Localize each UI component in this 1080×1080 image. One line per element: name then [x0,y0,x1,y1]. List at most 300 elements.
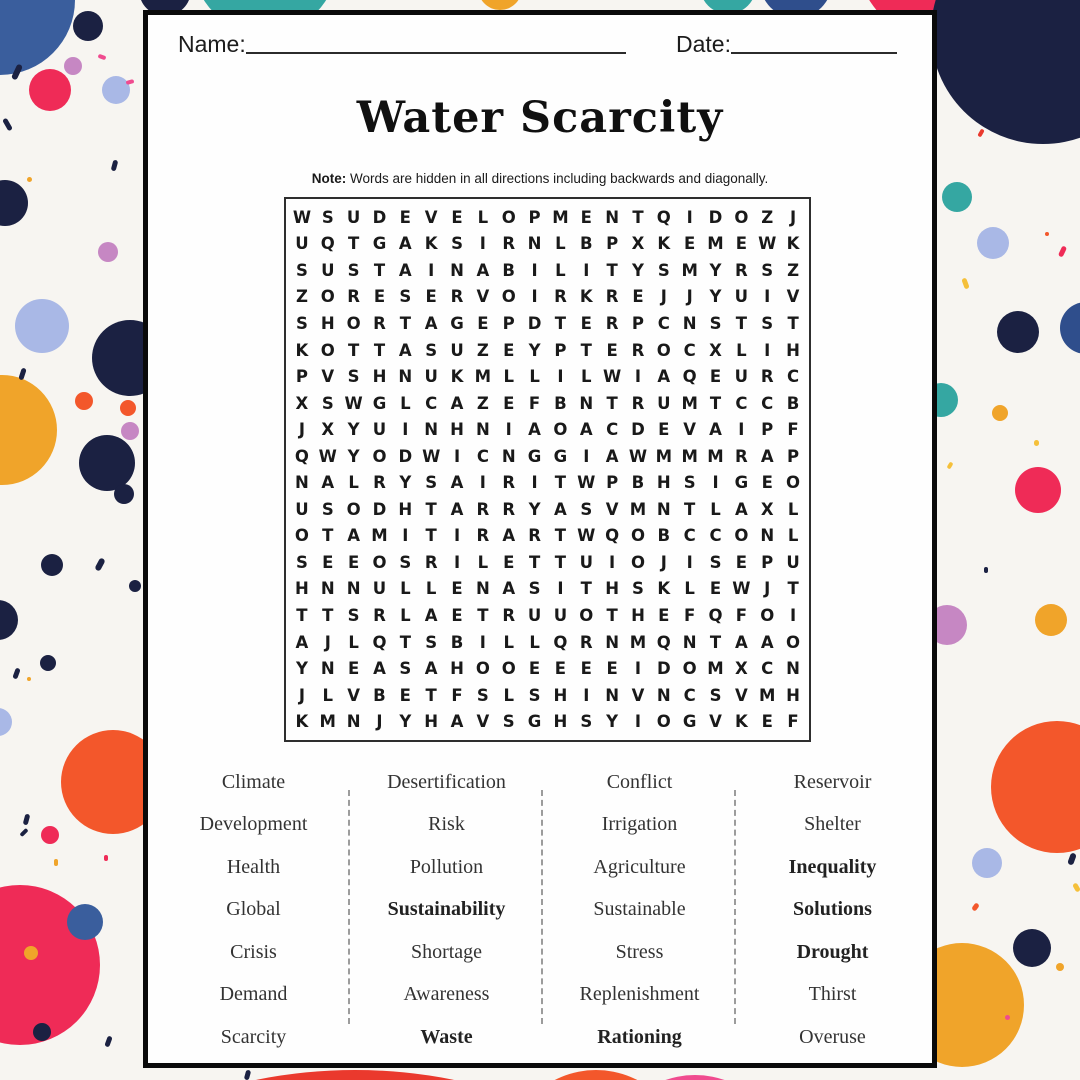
grid-letter: S [399,287,412,307]
grid-letter: U [372,579,387,599]
grid-letter: D [372,499,387,519]
grid-letter: V [476,287,490,307]
grid-letter: N [475,579,490,599]
grid-letter: P [606,473,619,493]
grid-letter: Y [295,659,308,679]
grid-letter: I [428,260,435,280]
word-list-item: Crisis [230,940,277,963]
grid-letter: V [321,367,335,387]
confetti-dot [997,311,1039,353]
grid-letter: Y [709,287,722,307]
grid-letter: T [477,606,489,626]
grid-letter: O [734,526,749,546]
grid-letter: Q [553,632,568,652]
grid-letter: Y [347,446,360,466]
confetti-dash [1058,245,1067,257]
grid-letter: S [683,473,696,493]
confetti-dot [67,904,103,940]
grid-letter: L [348,632,359,652]
grid-letter: C [761,393,774,413]
grid-letter: E [451,207,463,227]
grid-letter: N [346,579,361,599]
grid-letter: M [681,260,698,280]
grid-letter: M [371,526,388,546]
grid-letter: R [528,526,541,546]
confetti-dot [29,69,71,111]
grid-letter: O [553,420,568,440]
grid-letter: I [453,526,461,546]
grid-letter: Q [605,526,620,546]
grid-letter: E [425,287,437,307]
word-list-item: Reservoir [793,770,872,793]
grid-letter: L [555,234,566,254]
grid-letter: K [657,579,671,599]
grid-letter: K [450,367,464,387]
confetti-dash [961,277,969,289]
grid-letter: T [554,313,567,333]
grid-letter: B [373,685,386,705]
worksheet-page [143,10,937,1068]
grid-letter: S [761,313,774,333]
grid-letter: E [503,393,515,413]
grid-letter: V [605,499,619,519]
grid-letter: R [502,499,516,519]
confetti-dash [126,79,135,85]
grid-letter: V [424,207,438,227]
grid-letter: R [605,313,619,333]
grid-letter: R [554,287,567,307]
grid-letter: L [787,499,799,519]
grid-letter: W [292,207,312,227]
grid-letter: E [606,659,618,679]
confetti-dot [73,11,103,41]
confetti-dot [114,484,134,504]
grid-letter: M [681,393,698,413]
grid-letter: I [738,420,745,440]
grid-letter: S [580,499,593,519]
confetti-dot [15,299,69,353]
grid-letter: S [425,340,438,360]
grid-letter: T [580,579,592,599]
grid-letter: Q [708,606,723,626]
grid-letter: T [787,313,799,333]
grid-letter: T [347,340,360,360]
grid-letter: B [657,526,671,546]
grid-letter: A [709,420,722,440]
grid-letter: J [790,207,797,227]
note-text [148,171,932,186]
grid-letter: P [502,313,515,333]
grid-letter: U [579,552,593,572]
grid-letter: N [760,526,775,546]
grid-letter: W [318,446,337,466]
confetti-dot [129,580,141,592]
grid-letter: A [605,446,619,466]
grid-letter: T [787,579,799,599]
grid-letter: O [501,287,516,307]
grid-letter: G [682,712,697,732]
grid-letter: O [320,340,335,360]
grid-letter: M [319,712,336,732]
grid-letter: I [583,685,590,705]
grid-letter: N [605,632,620,652]
grid-letter: A [450,499,464,519]
confetti-dash [94,557,105,571]
word-list-item: Drought [796,940,869,963]
grid-letter: U [295,234,309,254]
grid-letter: H [398,499,413,519]
grid-letter: B [786,393,800,413]
confetti-dot [0,180,28,226]
grid-letter: P [554,340,567,360]
word-list [157,761,929,1059]
confetti-dash [18,368,26,381]
grid-letter: W [628,446,648,466]
word-list-item: Pollution [409,855,484,878]
confetti-dash [1072,882,1080,892]
grid-letter: C [606,420,619,440]
confetti-dash [971,902,980,911]
grid-letter: O [579,606,594,626]
grid-letter: R [605,287,619,307]
grid-letter: O [501,659,516,679]
grid-letter: E [761,712,773,732]
confetti-dot [931,0,1080,144]
grid-letter: C [683,685,696,705]
grid-letter: Z [295,287,308,307]
grid-letter: L [503,632,514,652]
grid-letter: E [347,659,360,679]
grid-letter: A [424,659,438,679]
confetti-dash [244,1070,251,1080]
grid-letter: U [734,367,749,387]
confetti-dash [12,667,20,679]
grid-letter: S [347,606,360,626]
date-label: Date: [676,31,731,57]
grid-letter: A [528,420,541,440]
confetti-dot [0,600,18,640]
grid-letter: Q [294,446,309,466]
confetti-dot [79,435,135,491]
grid-letter: T [554,473,567,493]
grid-letter: B [554,393,567,413]
grid-letter: T [632,207,644,227]
grid-letter: V [709,712,722,732]
word-list-item: Overuse [799,1025,866,1048]
confetti-dot [942,182,972,212]
grid-letter: O [786,473,801,493]
grid-letter: R [579,632,593,652]
confetti-dash [1067,852,1077,865]
grid-letter: H [786,340,800,360]
grid-letter: L [348,473,359,493]
grid-letter: L [581,367,592,387]
grid-letter: D [708,207,723,227]
grid-letter: X [321,420,335,440]
confetti-dot [972,848,1002,878]
grid-letter: J [764,579,771,599]
grid-letter: H [450,659,464,679]
grid-letter: R [373,606,386,626]
confetti-dash [27,677,31,681]
grid-letter: E [477,313,489,333]
confetti-dot [41,826,59,844]
word-list-item: Shortage [410,940,483,963]
grid-letter: E [503,340,515,360]
grid-letter: P [606,234,619,254]
grid-letter: R [760,367,774,387]
confetti-dash [19,828,28,837]
grid-letter: Y [347,420,360,440]
grid-letter: T [554,526,567,546]
grid-letter: Q [682,367,697,387]
grid-letter: I [479,632,486,652]
note-body: Words are hidden in all directions including backwards and diagonally. [346,171,769,186]
name-input-line[interactable] [246,52,626,54]
grid-letter: X [295,393,309,413]
confetti-dash [104,1035,112,1047]
grid-letter: E [580,659,592,679]
grid-letter: W [603,367,622,387]
grid-letter: C [683,526,696,546]
grid-letter: X [709,340,722,360]
grid-letter: E [658,420,670,440]
confetti-dash [27,177,32,182]
grid-letter: T [399,313,411,333]
grid-letter: N [450,260,464,280]
grid-letter: S [580,712,593,732]
grid-letter: L [684,579,695,599]
confetti-dot [1060,302,1080,354]
grid-letter: I [764,340,771,360]
grid-letter: N [579,393,594,413]
grid-letter: K [295,712,309,732]
grid-letter: T [373,340,386,360]
grid-letter: N [424,420,439,440]
grid-letter: H [320,313,335,333]
confetti-dot [478,0,522,10]
grid-letter: L [400,393,411,413]
grid-letter: W [577,526,596,546]
grid-letter: Y [399,712,412,732]
grid-letter: O [320,287,335,307]
grid-letter: A [373,659,386,679]
grid-letter: A [424,313,438,333]
grid-letter: S [709,313,722,333]
grid-letter: I [634,712,642,732]
grid-letter: N [786,659,800,679]
grid-letter: Z [476,393,489,413]
grid-letter: N [605,685,620,705]
grid-letter: I [634,659,642,679]
grid-letter: K [579,287,593,307]
grid-letter: S [399,552,412,572]
grid-letter: E [632,287,644,307]
grid-letter: N [656,499,671,519]
grid-letter: H [450,420,464,440]
grid-letter: X [631,234,645,254]
word-list-item: Irrigation [601,813,678,836]
confetti-dot [41,554,63,576]
word-list-item: Conflict [606,770,673,793]
word-list-item: Risk [428,813,465,836]
grid-letter: S [528,579,541,599]
confetti-dash [23,814,31,826]
grid-letter: F [684,606,696,626]
grid-letter: Q [656,207,671,227]
grid-letter: G [450,313,464,333]
grid-letter: S [425,473,438,493]
grid-letter: T [347,234,360,254]
grid-letter: E [399,207,411,227]
grid-letter: O [475,659,490,679]
word-list-item: Inequality [788,855,877,878]
grid-letter: S [657,260,670,280]
grid-letter: G [527,446,542,466]
grid-letter: L [400,579,411,599]
grid-letter: N [320,659,335,679]
grid-letter: H [553,685,568,705]
grid-letter: G [372,393,387,413]
confetti-dash [98,54,107,60]
grid-letter: O [346,313,361,333]
grid-letter: M [707,234,724,254]
grid-letter: U [346,207,361,227]
confetti-dot [977,227,1009,259]
grid-letter: J [298,420,305,440]
confetti-dash [2,118,13,132]
grid-letter: N [605,207,620,227]
grid-letter: V [734,685,748,705]
word-list-item: Global [226,898,281,921]
grid-letter: U [786,552,800,572]
confetti-dot [120,400,136,416]
word-list-item: Waste [420,1025,473,1048]
grid-letter: J [298,685,305,705]
grid-letter: V [347,685,360,705]
grid-letter: T [425,526,437,546]
grid-letter: T [554,552,567,572]
grid-letter: Q [320,234,335,254]
grid-letter: S [295,552,308,572]
grid-letter: M [629,632,647,652]
grid-letter: O [372,552,387,572]
confetti-dash [947,461,954,469]
grid-letter: A [450,473,464,493]
grid-letter: E [709,367,722,387]
confetti-dot [0,1070,855,1080]
grid-letter: N [295,473,309,493]
grid-letter: R [424,552,438,572]
grid-letter: K [424,234,438,254]
grid-letter: R [735,446,748,466]
grid-letter: I [402,526,409,546]
grid-letter: S [476,685,489,705]
grid-letter: S [321,207,334,227]
grid-letter: P [761,420,774,440]
grid-letter: I [557,367,564,387]
grid-letter: K [786,234,800,254]
grid-letter: R [450,287,464,307]
grid-letter: A [476,260,490,280]
grid-letter: P [631,313,645,333]
grid-letter: N [398,367,413,387]
grid-letter: U [372,420,387,440]
grid-letter: I [402,420,409,440]
grid-letter: L [425,579,437,599]
grid-letter: S [295,313,308,333]
grid-letter: E [347,552,360,572]
grid-letter: C [683,340,696,360]
grid-letter: U [657,393,671,413]
word-list-item: Sustainable [593,898,686,921]
grid-letter: R [502,473,516,493]
grid-letter: M [707,659,724,679]
grid-letter: A [347,526,360,546]
word-list-item: Demand [219,983,288,1006]
confetti-dot [0,375,57,485]
grid-letter: I [479,234,486,254]
grid-letter: T [606,606,618,626]
grid-letter: R [476,499,490,519]
grid-letter: I [686,207,693,227]
confetti-dash [1034,440,1039,446]
date-input-line[interactable] [731,52,897,54]
grid-letter: E [684,234,696,254]
grid-letter: L [400,606,411,626]
grid-letter: T [322,526,334,546]
grid-letter: R [476,526,490,546]
grid-letter: U [734,287,749,307]
confetti-dot [991,721,1080,853]
grid-letter: P [761,552,774,572]
confetti-dot [1056,963,1064,971]
grid-letter: A [554,499,567,519]
grid-letter: I [531,260,538,280]
grid-letter: Z [761,207,774,227]
grid-letter: K [734,712,748,732]
grid-letter: R [347,287,360,307]
grid-letter: L [529,632,540,652]
grid-letter: B [579,234,593,254]
grid-letter: R [735,260,748,280]
confetti-dot [33,1023,51,1041]
grid-letter: U [424,367,438,387]
grid-letter: S [761,260,774,280]
confetti-dot [121,422,139,440]
grid-letter: J [660,552,667,572]
grid-letter: I [557,579,564,599]
grid-letter: M [759,685,776,705]
grid-letter: I [453,552,461,572]
grid-letter: O [346,499,361,519]
grid-letter: T [373,260,386,280]
grid-letter: D [372,207,387,227]
confetti-dash [984,567,988,573]
grid-letter: W [758,234,777,254]
grid-letter: Y [399,473,412,493]
grid-letter: A [398,260,412,280]
grid-letter: E [606,340,618,360]
grid-letter: A [760,632,774,652]
grid-letter: Z [787,260,800,280]
word-list-item: Rationing [597,1025,682,1048]
grid-letter: U [295,499,309,519]
grid-letter: L [529,367,540,387]
grid-letter: W [732,579,751,599]
grid-letter: S [709,685,722,705]
confetti-dash [54,859,58,866]
